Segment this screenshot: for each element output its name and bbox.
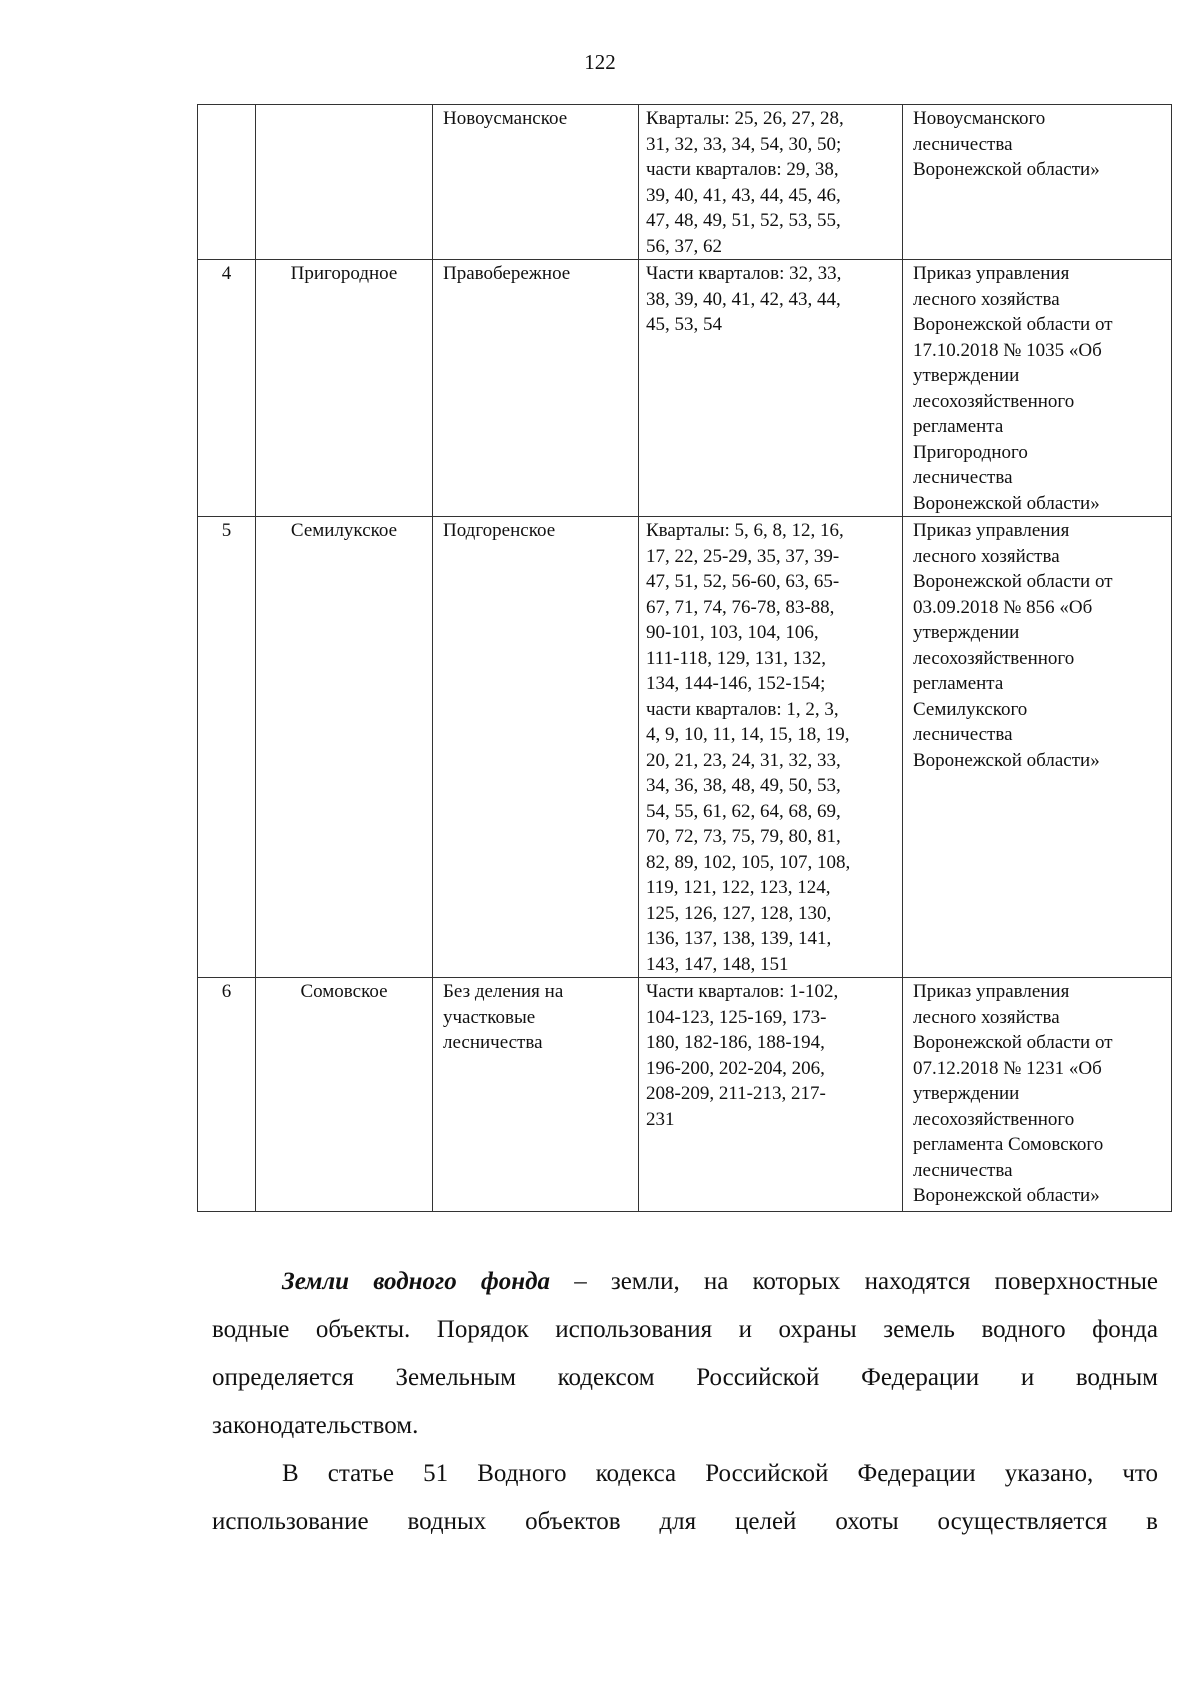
cell-line: 134, 144-146, 152-154; <box>646 673 826 694</box>
cell-line: Воронежской области» <box>913 1185 1100 1206</box>
cell-line: части кварталов: 29, 38, <box>646 159 839 180</box>
cell-line: Воронежской области от <box>913 571 1113 592</box>
district-forestry <box>433 105 639 260</box>
cell-line: 17.10.2018 № 1035 «Об <box>913 339 1102 361</box>
cell-line: лесохозяйственного <box>913 647 1075 669</box>
order-cell <box>903 517 1172 978</box>
paragraph-line: водные объекты. Порядок использования и охраны земель водного фонда <box>212 1316 1158 1343</box>
table-row <box>198 978 1172 1212</box>
quarters-cell <box>639 517 903 978</box>
paragraph-line: определяется Земельным кодексом Российской Федерации и водным <box>212 1364 1158 1391</box>
cell-line: лесничества <box>913 133 1013 155</box>
paragraph-water-fund <box>212 1258 1158 1450</box>
cell-line: части кварталов: 1, 2, 3, <box>646 698 839 720</box>
cell-line: 208-209, 211-213, 217- <box>646 1083 826 1104</box>
cell-line: Части кварталов: 1-102, <box>646 981 839 1002</box>
table-row <box>198 260 1172 517</box>
cell-line: утверждении <box>913 622 1020 643</box>
cell-line: Воронежской области» <box>913 749 1100 771</box>
cell-line: лесного хозяйства <box>913 545 1060 567</box>
cell-line: 231 <box>646 1108 675 1130</box>
cell-line: Приказ управления <box>913 520 1070 541</box>
quarters-cell <box>639 105 903 260</box>
paragraph-line <box>212 1258 1158 1306</box>
cell-line: лесничества <box>913 467 1013 488</box>
cell-line: 119, 121, 122, 123, 124, <box>646 877 831 898</box>
cell-line: 03.09.2018 № 856 «Об <box>913 596 1093 618</box>
cell-line: Подгоренское <box>443 520 556 541</box>
cell-line: Воронежской области от <box>913 314 1113 335</box>
cell-line: Новоусманского <box>913 108 1046 129</box>
paragraph-line: законодательством. <box>212 1412 419 1439</box>
quarters-cell <box>639 978 903 1212</box>
cell-line: 67, 71, 74, 76-78, 83-88, <box>646 596 835 618</box>
cell-line: 56, 37, 62 <box>646 235 722 257</box>
cell-line: 136, 137, 138, 139, 141, <box>646 928 832 949</box>
cell-line: регламента <box>913 416 1004 437</box>
row-number: 4 <box>198 260 256 517</box>
paragraph-water-code <box>212 1450 1158 1546</box>
term-water-fund: Земли водного фонда <box>282 1268 551 1295</box>
cell-line: 143, 147, 148, 151 <box>646 953 789 975</box>
cell-line: 70, 72, 73, 75, 79, 80, 81, <box>646 826 841 847</box>
cell-line: 47, 51, 52, 56-60, 63, 65- <box>646 571 840 592</box>
quarters-cell <box>639 260 903 517</box>
cell-line: 82, 89, 102, 105, 107, 108, <box>646 851 851 873</box>
row-number: 6 <box>198 978 256 1212</box>
forestry-table <box>197 104 1172 1212</box>
forestry-name: Семилукское <box>256 517 433 978</box>
cell-line: Воронежской области» <box>913 159 1100 180</box>
order-cell <box>903 105 1172 260</box>
district-forestry <box>433 260 639 517</box>
cell-line: 39, 40, 41, 43, 44, 45, 46, <box>646 184 841 206</box>
paragraph-text: – земли, на которых находятся поверхностные <box>550 1268 1158 1295</box>
cell-line: Правобережное <box>443 263 571 284</box>
cell-line: 90-101, 103, 104, 106, <box>646 622 819 643</box>
district-forestry <box>433 517 639 978</box>
cell-line: 125, 126, 127, 128, 130, <box>646 902 832 924</box>
cell-line: 4, 9, 10, 11, 14, 15, 18, 19, <box>646 724 850 745</box>
cell-line: Новоусманское <box>443 108 568 129</box>
cell-line: 17, 22, 25-29, 35, 37, 39- <box>646 545 840 567</box>
cell-line: Воронежской области» <box>913 492 1100 514</box>
forestry-name: Пригородное <box>256 260 433 517</box>
cell-line: Кварталы: 5, 6, 8, 12, 16, <box>646 520 844 541</box>
cell-line: 38, 39, 40, 41, 42, 43, 44, <box>646 288 841 310</box>
row-number <box>198 105 256 260</box>
district-forestry <box>433 978 639 1212</box>
cell-line: лесного хозяйства <box>913 288 1060 310</box>
cell-line: утверждении <box>913 365 1020 386</box>
cell-line: 31, 32, 33, 34, 54, 30, 50; <box>646 133 842 155</box>
cell-line: лесохозяйственного <box>913 1108 1075 1130</box>
cell-line: лесохозяйственного <box>913 390 1075 412</box>
cell-line: Приказ управления <box>913 263 1070 284</box>
page-number: 122 <box>584 50 616 74</box>
cell-line: лесничества <box>913 1159 1013 1181</box>
cell-line: 07.12.2018 № 1231 «Об <box>913 1057 1102 1079</box>
order-cell <box>903 260 1172 517</box>
row-number: 5 <box>198 517 256 978</box>
order-cell <box>903 978 1172 1212</box>
paragraph-line: использование водных объектов для целей охоты осуществляется в <box>212 1508 1158 1535</box>
cell-line: участковые <box>443 1006 536 1028</box>
cell-line: 34, 36, 38, 48, 49, 50, 53, <box>646 775 841 796</box>
cell-line: Пригородного <box>913 441 1028 463</box>
cell-line: 104-123, 125-169, 173- <box>646 1006 827 1028</box>
cell-line: 196-200, 202-204, 206, <box>646 1057 825 1079</box>
table-row <box>198 517 1172 978</box>
cell-line: 20, 21, 23, 24, 31, 32, 33, <box>646 749 841 771</box>
cell-line: Воронежской области от <box>913 1032 1113 1053</box>
cell-line: 180, 182-186, 188-194, <box>646 1032 825 1053</box>
cell-line: утверждении <box>913 1083 1020 1104</box>
cell-line: лесничества <box>913 724 1013 745</box>
cell-line: регламента Сомовского <box>913 1134 1104 1155</box>
cell-line: 111-118, 129, 131, 132, <box>646 647 826 669</box>
cell-line: регламента <box>913 673 1004 694</box>
table-row <box>198 105 1172 260</box>
cell-line: Кварталы: 25, 26, 27, 28, <box>646 108 844 129</box>
cell-line: Части кварталов: 32, 33, <box>646 263 842 284</box>
forestry-name <box>256 105 433 260</box>
cell-line: лесного хозяйства <box>913 1006 1060 1028</box>
cell-line: Приказ управления <box>913 981 1070 1002</box>
paragraph-line: В статье 51 Водного кодекса Российской Федерации указано, что <box>282 1460 1158 1487</box>
forestry-name: Сомовское <box>256 978 433 1212</box>
cell-line: 45, 53, 54 <box>646 314 722 335</box>
cell-line: Без деления на <box>443 981 564 1002</box>
cell-line: лесничества <box>443 1032 543 1053</box>
cell-line: Семилукского <box>913 698 1028 720</box>
cell-line: 47, 48, 49, 51, 52, 53, 55, <box>646 210 841 231</box>
cell-line: 54, 55, 61, 62, 64, 68, 69, <box>646 800 841 822</box>
